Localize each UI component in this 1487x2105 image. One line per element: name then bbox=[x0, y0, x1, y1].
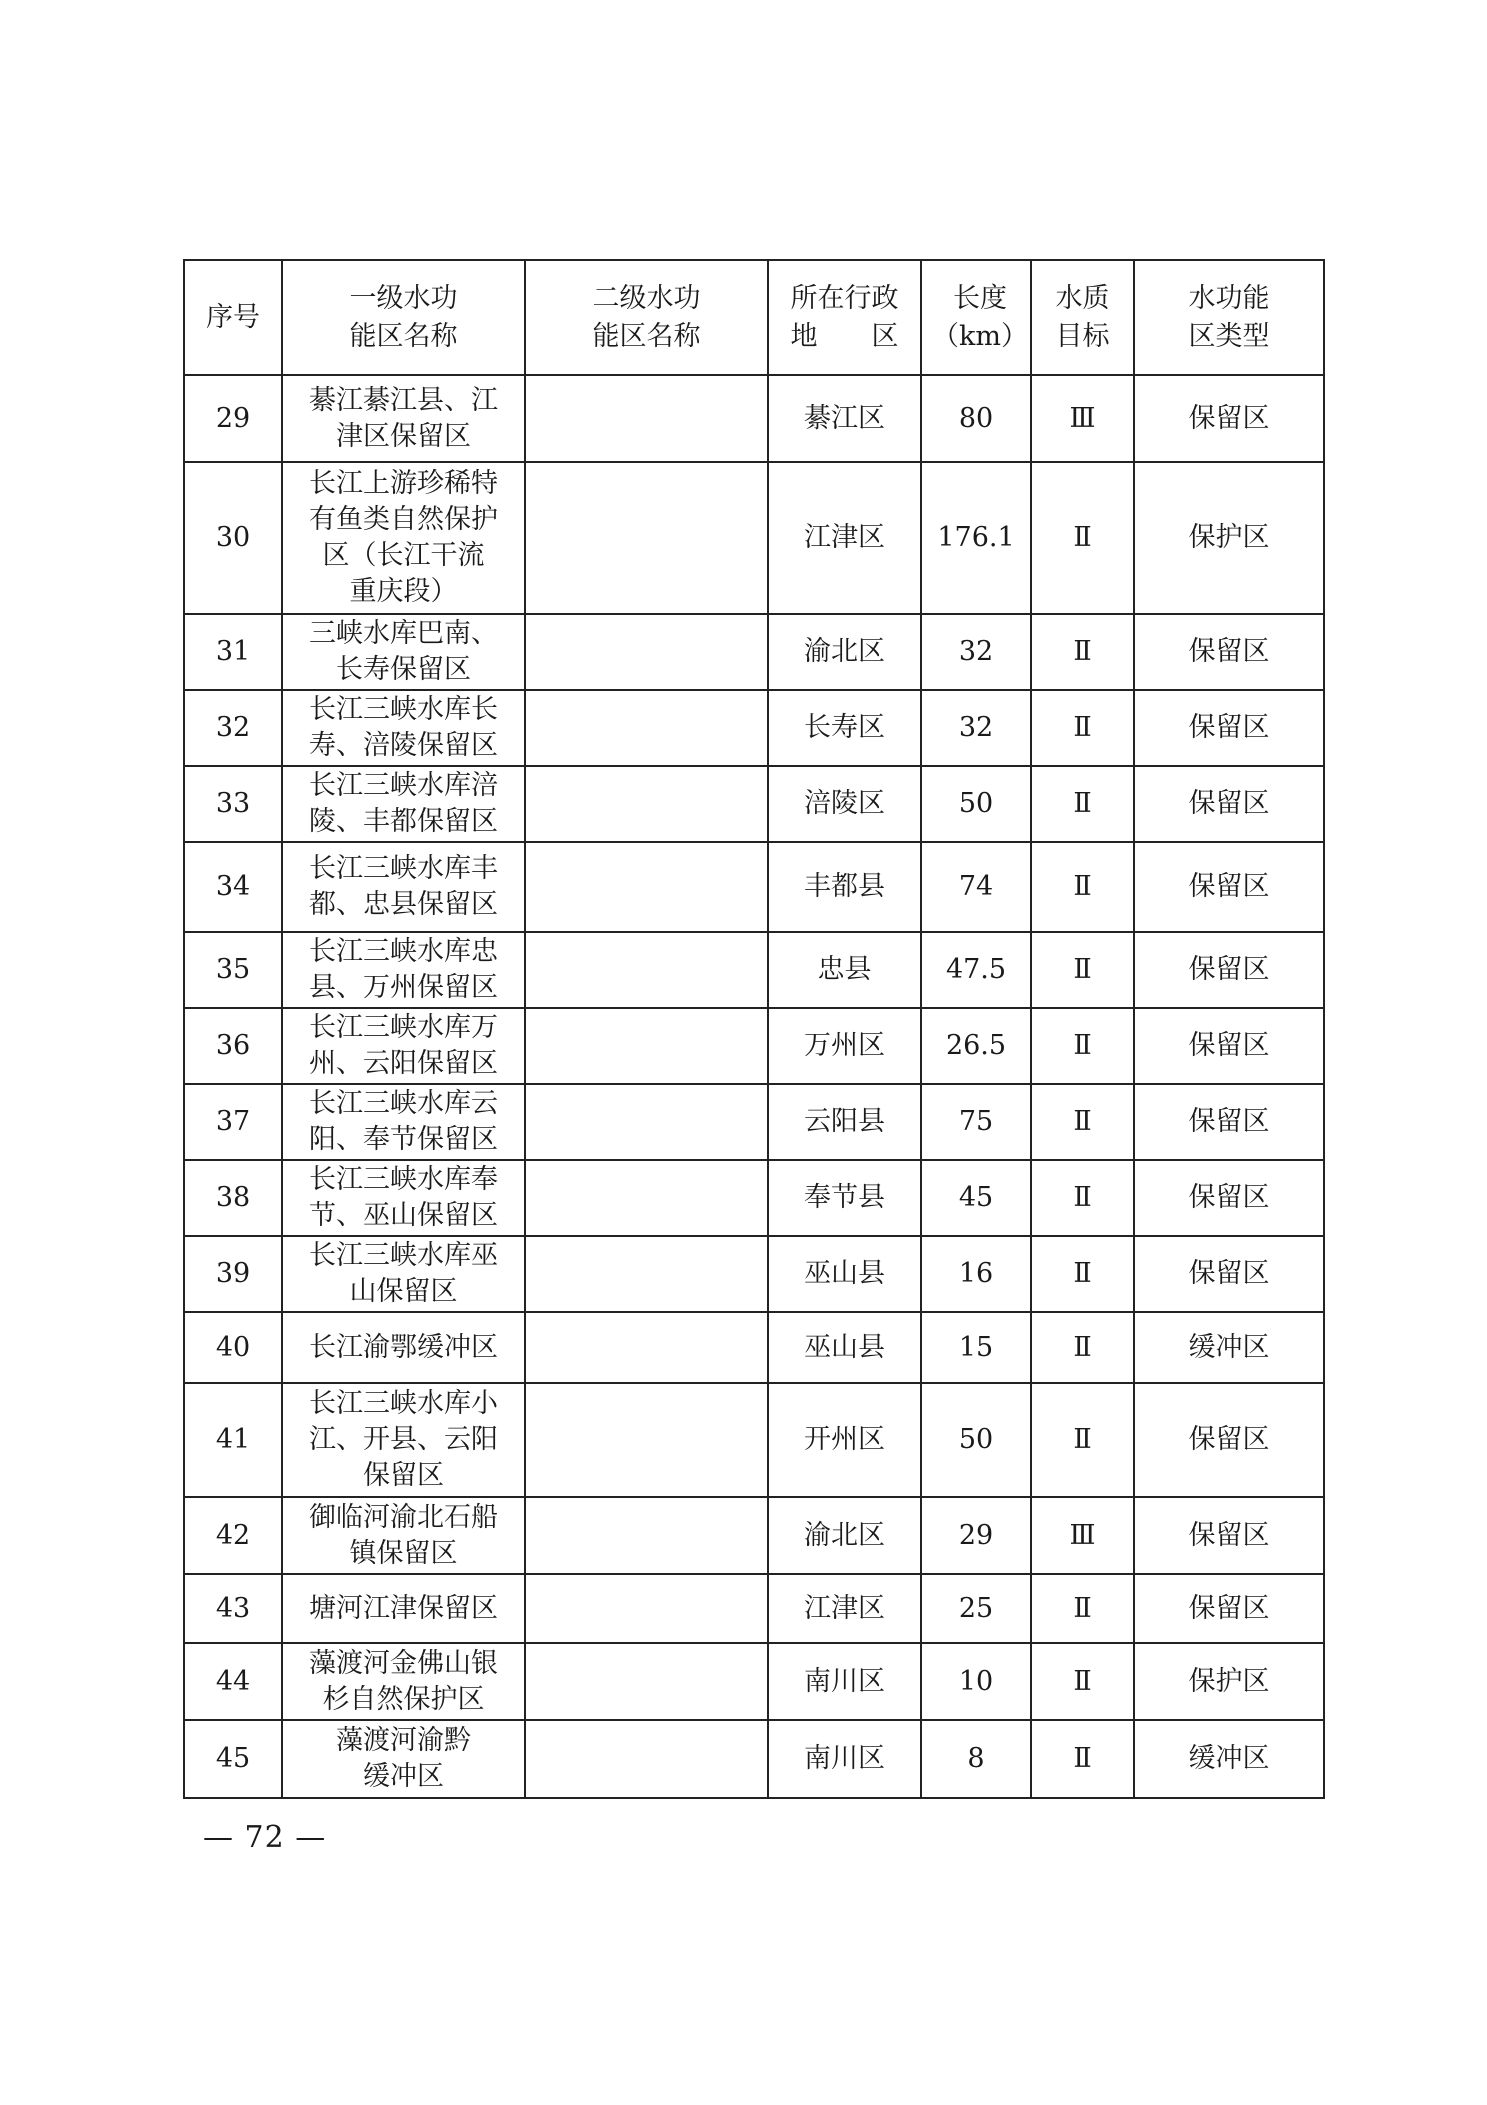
cell-type: 缓冲区 bbox=[1134, 1720, 1324, 1798]
cell-target: Ⅱ bbox=[1031, 1008, 1134, 1084]
cell-length: 50 bbox=[921, 1383, 1031, 1497]
cell-length: 176.1 bbox=[921, 462, 1031, 614]
cell-level1-name: 藻渡河渝黔 缓冲区 bbox=[282, 1720, 525, 1798]
cell-type: 保留区 bbox=[1134, 766, 1324, 842]
cell-target: Ⅱ bbox=[1031, 1160, 1134, 1236]
cell-region: 长寿区 bbox=[768, 690, 921, 766]
cell-region: 南川区 bbox=[768, 1720, 921, 1798]
cell-level2-name bbox=[525, 1084, 768, 1160]
cell-target: Ⅱ bbox=[1031, 932, 1134, 1008]
cell-level1-name: 长江三峡水库奉 节、巫山保留区 bbox=[282, 1160, 525, 1236]
cell-type: 保留区 bbox=[1134, 1383, 1324, 1497]
header-level1-name: 一级水功 能区名称 bbox=[282, 260, 525, 375]
cell-type: 保留区 bbox=[1134, 842, 1324, 932]
cell-serial: 31 bbox=[184, 614, 282, 690]
cell-level1-name: 长江三峡水库忠 县、万州保留区 bbox=[282, 932, 525, 1008]
header-serial: 序号 bbox=[184, 260, 282, 375]
cell-region: 巫山县 bbox=[768, 1236, 921, 1312]
table-row bbox=[184, 1008, 1324, 1084]
cell-serial: 44 bbox=[184, 1643, 282, 1720]
cell-serial: 41 bbox=[184, 1383, 282, 1497]
cell-level1-name: 长江渝鄂缓冲区 bbox=[282, 1312, 525, 1383]
cell-level2-name bbox=[525, 614, 768, 690]
cell-target: Ⅱ bbox=[1031, 1236, 1134, 1312]
table-row bbox=[184, 766, 1324, 842]
table-row bbox=[184, 375, 1324, 462]
cell-serial: 35 bbox=[184, 932, 282, 1008]
cell-region: 丰都县 bbox=[768, 842, 921, 932]
cell-length: 26.5 bbox=[921, 1008, 1031, 1084]
cell-region: 渝北区 bbox=[768, 614, 921, 690]
cell-level1-name: 藻渡河金佛山银 杉自然保护区 bbox=[282, 1643, 525, 1720]
cell-serial: 33 bbox=[184, 766, 282, 842]
table-row bbox=[184, 1383, 1324, 1497]
cell-target: Ⅱ bbox=[1031, 842, 1134, 932]
cell-type: 保护区 bbox=[1134, 462, 1324, 614]
cell-length: 32 bbox=[921, 690, 1031, 766]
cell-level2-name bbox=[525, 842, 768, 932]
cell-serial: 34 bbox=[184, 842, 282, 932]
cell-serial: 43 bbox=[184, 1574, 282, 1643]
cell-target: Ⅱ bbox=[1031, 1720, 1134, 1798]
cell-serial: 30 bbox=[184, 462, 282, 614]
cell-level1-name: 綦江綦江县、江 津区保留区 bbox=[282, 375, 525, 462]
page-number: — 72 — bbox=[203, 1820, 327, 1855]
table-row bbox=[184, 842, 1324, 932]
cell-serial: 37 bbox=[184, 1084, 282, 1160]
cell-level2-name bbox=[525, 766, 768, 842]
table-row bbox=[184, 1160, 1324, 1236]
cell-serial: 42 bbox=[184, 1497, 282, 1574]
cell-length: 50 bbox=[921, 766, 1031, 842]
table-row bbox=[184, 1643, 1324, 1720]
cell-level1-name: 长江三峡水库小 江、开县、云阳 保留区 bbox=[282, 1383, 525, 1497]
cell-region: 渝北区 bbox=[768, 1497, 921, 1574]
cell-type: 保留区 bbox=[1134, 375, 1324, 462]
cell-length: 75 bbox=[921, 1084, 1031, 1160]
cell-level2-name bbox=[525, 1312, 768, 1383]
table-row bbox=[184, 1084, 1324, 1160]
cell-type: 保留区 bbox=[1134, 614, 1324, 690]
cell-level1-name: 三峡水库巴南、 长寿保留区 bbox=[282, 614, 525, 690]
cell-length: 25 bbox=[921, 1574, 1031, 1643]
cell-type: 缓冲区 bbox=[1134, 1312, 1324, 1383]
table-row bbox=[184, 690, 1324, 766]
table-row bbox=[184, 1236, 1324, 1312]
cell-region: 云阳县 bbox=[768, 1084, 921, 1160]
cell-serial: 32 bbox=[184, 690, 282, 766]
cell-target: Ⅱ bbox=[1031, 1312, 1134, 1383]
cell-level2-name bbox=[525, 1574, 768, 1643]
cell-length: 29 bbox=[921, 1497, 1031, 1574]
cell-region: 巫山县 bbox=[768, 1312, 921, 1383]
cell-level1-name: 长江三峡水库万 州、云阳保留区 bbox=[282, 1008, 525, 1084]
cell-target: Ⅱ bbox=[1031, 766, 1134, 842]
cell-type: 保留区 bbox=[1134, 1574, 1324, 1643]
cell-level2-name bbox=[525, 690, 768, 766]
header-level2-name: 二级水功 能区名称 bbox=[525, 260, 768, 375]
cell-level1-name: 御临河渝北石船 镇保留区 bbox=[282, 1497, 525, 1574]
table-row bbox=[184, 932, 1324, 1008]
cell-target: Ⅱ bbox=[1031, 1643, 1134, 1720]
cell-serial: 39 bbox=[184, 1236, 282, 1312]
cell-length: 10 bbox=[921, 1643, 1031, 1720]
cell-type: 保留区 bbox=[1134, 1497, 1324, 1574]
cell-region: 开州区 bbox=[768, 1383, 921, 1497]
cell-region: 綦江区 bbox=[768, 375, 921, 462]
cell-type: 保留区 bbox=[1134, 1008, 1324, 1084]
cell-level2-name bbox=[525, 1236, 768, 1312]
cell-serial: 36 bbox=[184, 1008, 282, 1084]
cell-level1-name: 长江上游珍稀特 有鱼类自然保护 区（长江干流 重庆段） bbox=[282, 462, 525, 614]
cell-level1-name: 长江三峡水库长 寿、涪陵保留区 bbox=[282, 690, 525, 766]
cell-target: Ⅱ bbox=[1031, 690, 1134, 766]
cell-level2-name bbox=[525, 1383, 768, 1497]
cell-region: 江津区 bbox=[768, 1574, 921, 1643]
cell-type: 保留区 bbox=[1134, 932, 1324, 1008]
cell-level2-name bbox=[525, 932, 768, 1008]
header-region: 所在行政 地 区 bbox=[768, 260, 921, 375]
cell-region: 南川区 bbox=[768, 1643, 921, 1720]
cell-target: Ⅱ bbox=[1031, 1383, 1134, 1497]
cell-level2-name bbox=[525, 1720, 768, 1798]
table-row bbox=[184, 462, 1324, 614]
cell-region: 万州区 bbox=[768, 1008, 921, 1084]
cell-level1-name: 长江三峡水库云 阳、奉节保留区 bbox=[282, 1084, 525, 1160]
cell-serial: 45 bbox=[184, 1720, 282, 1798]
table-row bbox=[184, 614, 1324, 690]
header-water-quality-target: 水质 目标 bbox=[1031, 260, 1134, 375]
cell-length: 80 bbox=[921, 375, 1031, 462]
cell-region: 江津区 bbox=[768, 462, 921, 614]
cell-target: Ⅱ bbox=[1031, 462, 1134, 614]
table-row bbox=[184, 1312, 1324, 1383]
cell-level2-name bbox=[525, 1160, 768, 1236]
cell-type: 保留区 bbox=[1134, 1084, 1324, 1160]
cell-length: 32 bbox=[921, 614, 1031, 690]
cell-level1-name: 长江三峡水库丰 都、忠县保留区 bbox=[282, 842, 525, 932]
cell-type: 保留区 bbox=[1134, 690, 1324, 766]
cell-region: 忠县 bbox=[768, 932, 921, 1008]
cell-level2-name bbox=[525, 462, 768, 614]
cell-length: 47.5 bbox=[921, 932, 1031, 1008]
cell-type: 保护区 bbox=[1134, 1643, 1324, 1720]
cell-target: Ⅱ bbox=[1031, 1574, 1134, 1643]
cell-type: 保留区 bbox=[1134, 1160, 1324, 1236]
cell-level2-name bbox=[525, 1008, 768, 1084]
cell-target: Ⅱ bbox=[1031, 614, 1134, 690]
cell-level1-name: 长江三峡水库涪 陵、丰都保留区 bbox=[282, 766, 525, 842]
table-row bbox=[184, 1574, 1324, 1643]
cell-type: 保留区 bbox=[1134, 1236, 1324, 1312]
table-header-row bbox=[184, 260, 1324, 375]
cell-length: 8 bbox=[921, 1720, 1031, 1798]
table-row bbox=[184, 1720, 1324, 1798]
cell-level1-name: 塘河江津保留区 bbox=[282, 1574, 525, 1643]
cell-region: 奉节县 bbox=[768, 1160, 921, 1236]
cell-serial: 29 bbox=[184, 375, 282, 462]
cell-length: 16 bbox=[921, 1236, 1031, 1312]
header-length: 长度 （km） bbox=[921, 260, 1031, 375]
cell-level2-name bbox=[525, 1643, 768, 1720]
water-function-zone-table bbox=[183, 259, 1325, 1799]
cell-serial: 38 bbox=[184, 1160, 282, 1236]
table-row bbox=[184, 1497, 1324, 1574]
header-zone-type: 水功能 区类型 bbox=[1134, 260, 1324, 375]
cell-region: 涪陵区 bbox=[768, 766, 921, 842]
cell-length: 74 bbox=[921, 842, 1031, 932]
cell-serial: 40 bbox=[184, 1312, 282, 1383]
cell-level2-name bbox=[525, 375, 768, 462]
cell-length: 45 bbox=[921, 1160, 1031, 1236]
cell-level2-name bbox=[525, 1497, 768, 1574]
cell-length: 15 bbox=[921, 1312, 1031, 1383]
cell-target: Ⅲ bbox=[1031, 1497, 1134, 1574]
cell-target: Ⅲ bbox=[1031, 375, 1134, 462]
cell-target: Ⅱ bbox=[1031, 1084, 1134, 1160]
cell-level1-name: 长江三峡水库巫 山保留区 bbox=[282, 1236, 525, 1312]
